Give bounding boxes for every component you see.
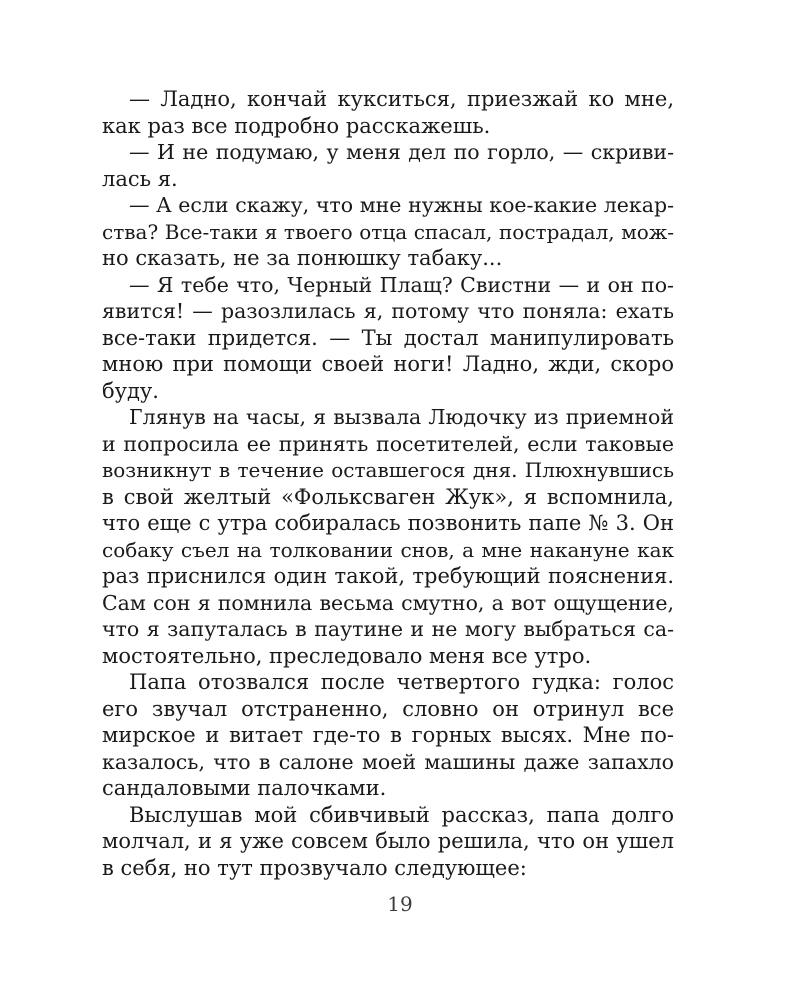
text-line: в себя, но тут прозвучало следующее:: [102, 855, 527, 880]
text-line: что я запуталась в паутине и не могу выбраться са-: [102, 617, 674, 641]
text-line: и попросила ее принять посетителей, если таковые: [102, 431, 674, 456]
text-line: Сам сон я помнила весьма смутно, а вот ощущение,: [102, 590, 674, 615]
text-line: казалось, что в салоне моей машины даже запахло: [102, 749, 674, 774]
text-line: собаку съел на толковании снов, а мне накануне как: [102, 537, 674, 562]
text-line: мирское и витает где-то в горных высях. Мне по-: [102, 723, 674, 747]
text-line: что еще с утра собиралась позвонить папе № 3. Он: [102, 511, 674, 535]
page-number: 19: [387, 892, 413, 916]
paragraph: [102, 404, 674, 669]
paragraph: [102, 139, 674, 192]
text-line: как раз все подробно расскажешь.: [102, 113, 491, 138]
text-line: — И не подумаю, у меня дел по горло, — скриви-: [129, 140, 674, 164]
text-line: — А если скажу, что мне нужны кое-какие лекар-: [129, 193, 674, 217]
text-line: Папа отозвался после четвертого гудка: голос: [129, 670, 674, 694]
paragraph: [102, 802, 674, 882]
text-line: в свой желтый «Фольксваген Жук», я вспомнила,: [102, 484, 674, 509]
text-line: но сказать, не за понюшку табаку...: [102, 246, 503, 270]
text-line: ства? Все-таки я твоего отца спасал, пострадал, мож-: [102, 219, 674, 244]
paragraph: [102, 272, 674, 405]
paragraph: [102, 669, 674, 802]
text-line: молчал, и я уже совсем было решила, что он ушел: [102, 829, 674, 853]
text-line: буду.: [102, 378, 159, 403]
text-line: возникнут в течение оставшегося дня. Плюхнувшись: [102, 458, 674, 482]
text-line: — Я тебе что, Черный Плащ? Свистни — и он по-: [129, 272, 674, 297]
paragraph: [102, 192, 674, 272]
text-line: сандаловыми палочками.: [102, 776, 387, 800]
text-line: мостоятельно, преследовало меня все утро.: [102, 643, 592, 668]
text-line: его звучал отстраненно, словно он отринул все: [102, 696, 674, 721]
text-line: Глянув на часы, я вызвала Людочку из приемной: [129, 405, 674, 429]
text-line: лась я.: [102, 166, 178, 191]
text-line: мною при помощи своей ноги! Ладно, жди, скоро: [102, 352, 674, 376]
body-text: [102, 86, 674, 881]
paragraph: [102, 86, 674, 139]
text-line: — Ладно, кончай кукситься, приезжай ко мне,: [129, 87, 674, 111]
text-line: Выслушав мой сбивчивый рассказ, папа долго: [129, 802, 674, 827]
text-line: раз приснился один такой, требующий пояснения.: [102, 564, 674, 588]
text-line: все-таки придется. — Ты достал манипулировать: [102, 325, 674, 350]
text-line: явится! — разозлилась я, потому что поняла: ехать: [102, 299, 674, 323]
